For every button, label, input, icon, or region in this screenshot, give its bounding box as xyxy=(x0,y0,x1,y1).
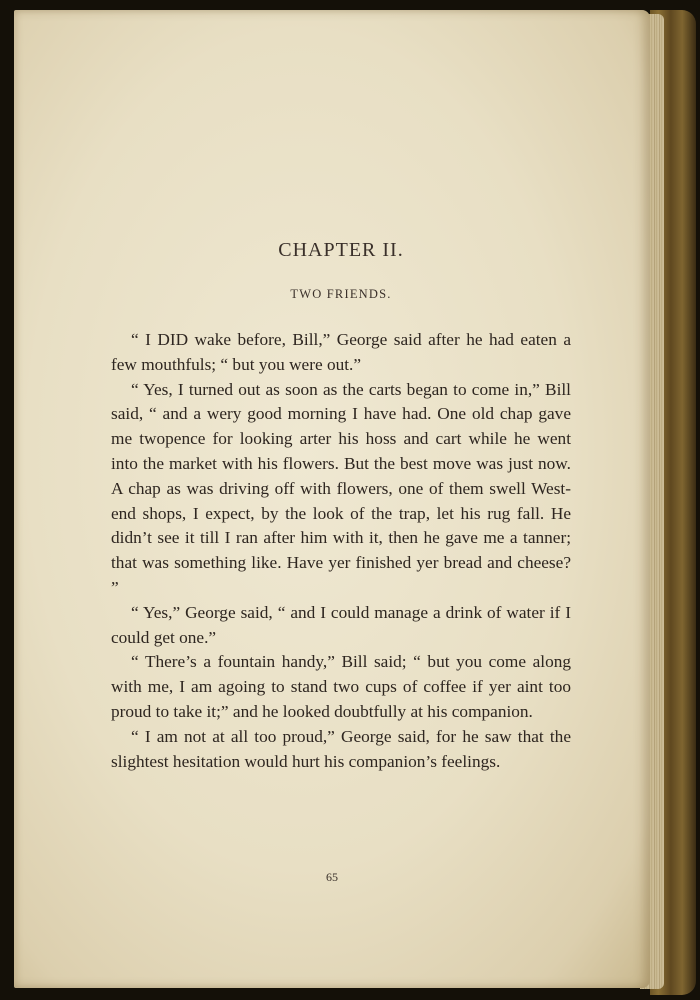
paragraph: “ I am not at all too proud,” George said, for he saw that the slightest hesitation would hurt his companion’s feelings. xyxy=(111,726,571,771)
body-text xyxy=(111,328,571,774)
chapter-subtitle: TWO FRIENDS. xyxy=(290,287,392,301)
paragraph: “ Yes,” George said, “ and I could manage a drink of water if I could get one.” xyxy=(111,602,571,647)
page-number: 65 xyxy=(326,870,338,884)
text-block xyxy=(111,236,571,774)
book-page xyxy=(14,10,650,988)
paragraph: “ Yes, I turned out as soon as the carts began to come in,” Bill said, “ and a wery good morning I have had. One old chap gave me twopence for looking arter his hoss and cart while he went into the market with his flowers. But the best move was just now. A chap as was driving off with flowers, one of them swell West-end shops, I expect, by the look of the trap, let his rug fall. He didn’t see it till I ran after him with it, then he gave me a tanner; that was something like. Have yer finished yer bread and cheese? ” xyxy=(111,379,571,597)
chapter-title: CHAPTER II. xyxy=(278,239,404,261)
paragraph: “ There’s a fountain handy,” Bill said; “ but you come along with me, I am agoing to stand two cups of coffee if yer aint too proud to take it;” and he looked doubtfully at his companion. xyxy=(111,652,571,721)
paragraph: “ I DID wake before, Bill,” George said after he had eaten a few mouthfuls; “ but you were out.” xyxy=(111,330,571,374)
